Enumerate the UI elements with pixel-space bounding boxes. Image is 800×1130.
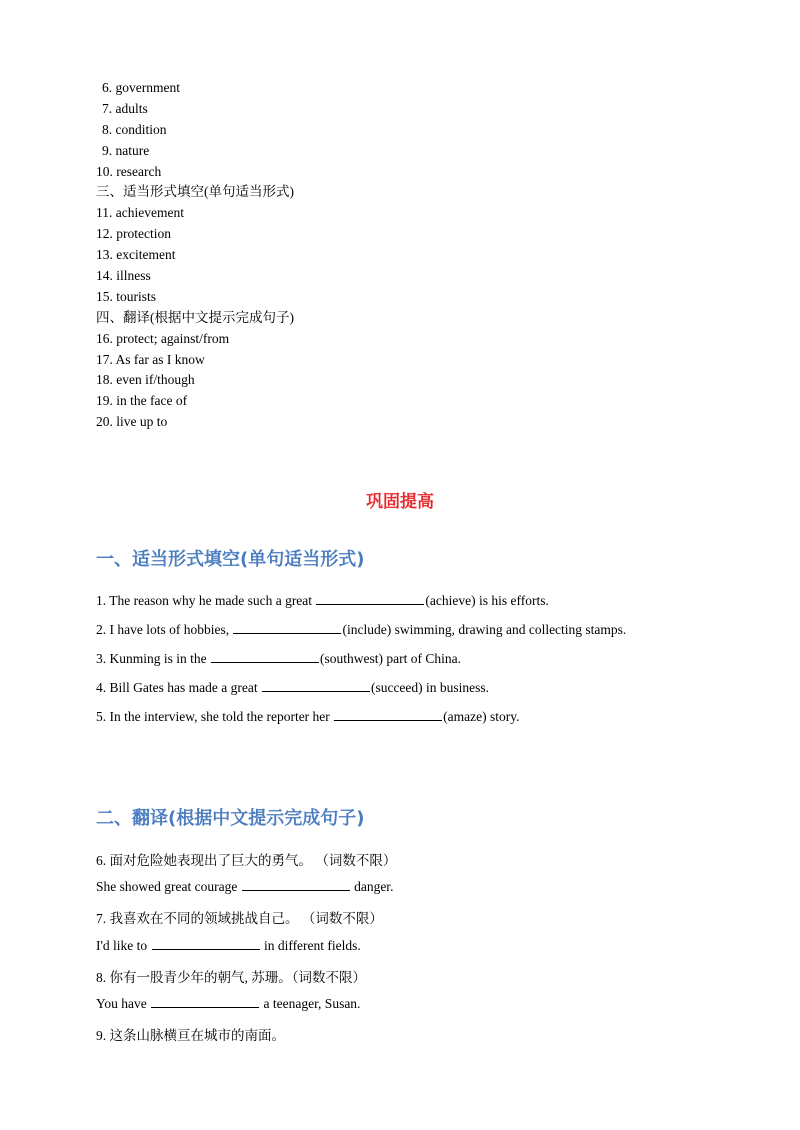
translation-prompt-8: 8. 你有一股青少年的朝气, 苏珊。（词数不限） <box>96 970 366 985</box>
fill-blank-question-2: 2. I have lots of hobbies, (include) swimming, drawing and collecting stamps. <box>96 622 627 637</box>
answer-blank[interactable] <box>316 592 424 605</box>
answer-line: 6. government <box>102 80 180 95</box>
answer-blank[interactable] <box>262 679 370 692</box>
consolidation-title: 巩固提高 <box>366 492 434 512</box>
answer-line: 7. adults <box>102 100 148 116</box>
translation-sentence-6: She showed great courage danger. <box>96 879 394 894</box>
answer-section-heading: 三、适当形式填空(单句适当形式) <box>96 184 294 200</box>
answer-line: 15. tourists <box>96 288 157 304</box>
answer-line: 19. in the face of <box>96 393 188 409</box>
answer-line: 10. research <box>96 163 162 179</box>
answer-section-heading: 四、翻译(根据中文提示完成句子) <box>96 309 294 325</box>
answer-blank[interactable] <box>211 650 319 663</box>
answer-line: 17. As far as I know <box>96 351 205 367</box>
answer-blank[interactable] <box>233 621 341 634</box>
answer-line: 13. excitement <box>96 247 176 263</box>
translation-sentence-7: I'd like to in different fields. <box>96 938 361 953</box>
translation-prompt-9: 9. 这条山脉横亘在城市的南面。 <box>96 1028 285 1043</box>
translation-prompt-6: 6. 面对危险她表现出了巨大的勇气。 （词数不限） <box>96 853 397 868</box>
answer-line: 9. nature <box>102 142 150 158</box>
fill-blank-question-1: 1. The reason why he made such a great (achieve) is his efforts. <box>96 593 549 608</box>
answer-line: 18. even if/though <box>96 372 195 388</box>
answer-key-list <box>96 78 294 433</box>
fill-blank-question-5: 5. In the interview, she told the reporter her (amaze) story. <box>96 709 520 724</box>
answer-blank[interactable] <box>151 995 259 1008</box>
answer-line: 14. illness <box>96 268 151 284</box>
fill-blank-question-3: 3. Kunming is in the (southwest) part of China. <box>96 651 461 666</box>
translation-sentence-8: You have a teenager, Susan. <box>96 996 361 1011</box>
answer-line: 11. achievement <box>96 205 184 221</box>
fill-blank-question-4: 4. Bill Gates has made a great (succeed) in business. <box>96 680 490 695</box>
section-1-heading: 一、适当形式填空(单句适当形式) <box>96 549 365 570</box>
answer-line: 20. live up to <box>96 414 168 430</box>
answer-blank[interactable] <box>242 878 350 891</box>
answer-line: 12. protection <box>96 226 171 242</box>
translation-prompt-7: 7. 我喜欢在不同的领域挑战自己。 （词数不限） <box>96 911 383 926</box>
answer-line: 16. protect; against/from <box>96 330 230 346</box>
answer-line: 8. condition <box>102 121 167 137</box>
section-2-heading: 二、翻译(根据中文提示完成句子) <box>96 808 365 829</box>
answer-blank[interactable] <box>334 708 442 721</box>
answer-blank[interactable] <box>152 937 260 950</box>
